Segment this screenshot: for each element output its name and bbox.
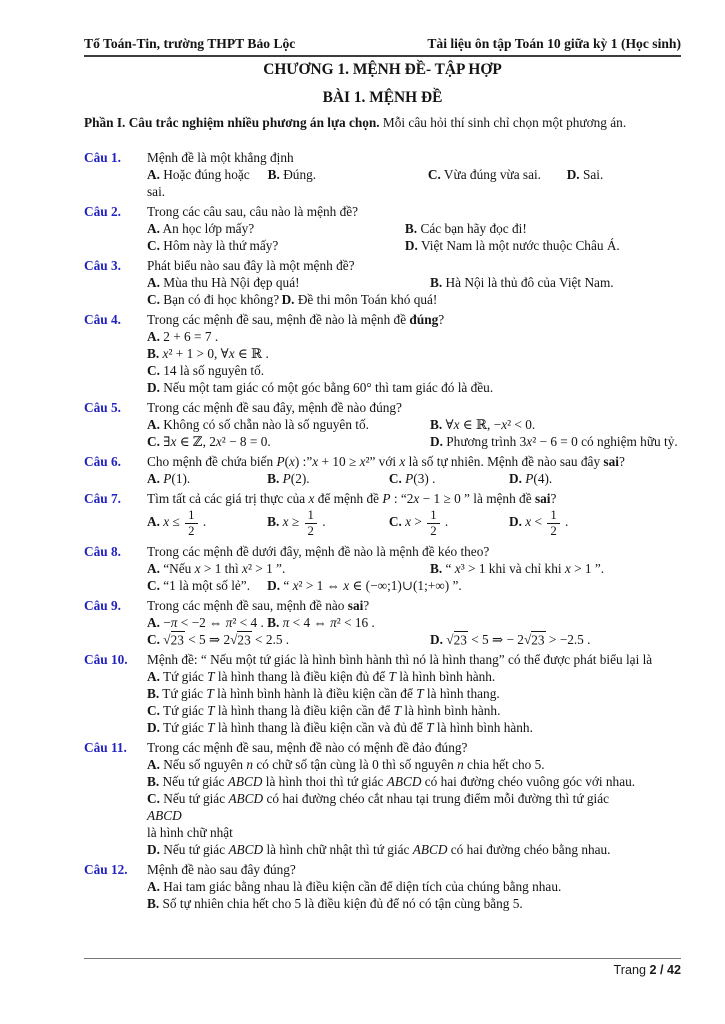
option-line — [147, 274, 681, 291]
part-text: Mỗi câu hỏi thí sinh chỉ chọn một phương án. — [379, 115, 627, 130]
question — [84, 149, 681, 200]
option-D: D. Tứ giác T là hình thang là điều kiện cần và đủ để T là hình bình hành. — [147, 720, 533, 735]
question-body — [147, 399, 681, 450]
option-label: A. — [147, 514, 160, 530]
question — [84, 257, 681, 308]
option-label: A. — [147, 879, 160, 894]
option-A: A. “Nếu x > 1 thì x² > 1 ”. — [147, 561, 286, 576]
option-label: C. — [147, 292, 160, 307]
option-A: A. Hoặc đúng hoặc sai. — [147, 167, 250, 199]
option-label: C. — [147, 434, 160, 449]
option-label: D. — [509, 471, 522, 486]
question-stem: Trong các câu sau, câu nào là mệnh đề? — [147, 204, 359, 219]
header-left-text: Tổ Toán-Tin, trường THPT Bảo Lộc — [84, 36, 296, 51]
option-D: D. Phương trình 3x² − 6 = 0 có nghiệm hữu tỷ. — [430, 434, 678, 449]
option-D: D. Đề thi môn Toán khó quá! — [281, 292, 438, 307]
question-stem: Mệnh đề: “ Nếu một tứ giác là hình bình hành thì nó là hình thang” có thể được phát biểu lại là — [147, 652, 653, 667]
question — [84, 311, 681, 396]
option-label: A. — [147, 417, 160, 432]
question — [84, 399, 681, 450]
option-label: D. — [147, 720, 160, 735]
option-B: B. ∀x ∈ ℝ, −x² < 0. — [430, 417, 536, 432]
option-line — [147, 416, 681, 433]
question-number: Câu 12. — [84, 862, 128, 877]
option-D: D. x < $\frac{1}{2}$ . — [509, 508, 569, 538]
option-label: C. — [147, 238, 160, 253]
option-line — [147, 631, 681, 648]
option-line — [147, 577, 681, 594]
option-B: B. “ x³ > 1 khi và chỉ khi x > 1 ”. — [430, 561, 605, 576]
option-label: A. — [147, 757, 160, 772]
option-line — [147, 470, 681, 487]
question-body — [147, 597, 681, 648]
option-line — [147, 773, 681, 790]
option-C: C. Hôm này là thứ mấy? — [147, 238, 279, 253]
option-A: A. Hai tam giác bằng nhau là điều kiện cần để diện tích của chúng bằng nhau. — [147, 879, 562, 894]
option-B: B. π < 4 ⇔ π² < 16 . — [267, 615, 375, 630]
question-body — [147, 490, 681, 540]
option-B: B. Tứ giác T là hình bình hành là điều kiện cần để T là hình thang. — [147, 686, 500, 701]
fraction: $\frac{1}{2}$ — [427, 509, 439, 537]
question-body — [147, 311, 681, 396]
fraction: $\frac{1}{2}$ — [547, 509, 559, 537]
question-number: Câu 5. — [84, 400, 121, 415]
part-label: Phần I. Câu trắc nghiệm nhiều phương án lựa chọn. — [84, 115, 380, 130]
footer-page-prefix: Trang — [613, 963, 650, 977]
option-A: A. P(1). — [147, 471, 191, 486]
question-list — [84, 149, 681, 912]
fraction: $\frac{1}{2}$ — [305, 509, 317, 537]
option-label: D. — [430, 632, 443, 647]
question-stem: Phát biểu nào sau đây là một mệnh đề? — [147, 258, 355, 273]
question-stem: Cho mệnh đề chứa biến P(x) :”x + 10 ≥ x²” với x là số tự nhiên. Mệnh đề nào sau đây sai? — [147, 454, 625, 469]
option-D: D. Nếu một tam giác có một góc bằng 60° thì tam giác đó là đều. — [147, 380, 494, 395]
question-body — [147, 651, 681, 736]
question-stem: Tìm tất cả các giá trị thực của x để mệnh đề P : “2x − 1 ≥ 0 ” là mệnh đề sai? — [147, 491, 557, 506]
option-label: D. — [147, 842, 160, 857]
option-label: C. — [388, 514, 402, 530]
radical: √23 — [446, 632, 467, 647]
option-line — [147, 719, 681, 736]
option-label: B. — [267, 167, 280, 182]
option-label: B. — [404, 221, 418, 236]
question-body — [147, 149, 681, 200]
option-D: D. Việt Nam là một nước thuộc Châu Á. — [404, 238, 620, 253]
question — [84, 597, 681, 648]
question-stem: Mệnh đề nào sau đây đúng? — [147, 862, 296, 877]
document-header — [84, 36, 681, 57]
option-label: A. — [147, 615, 160, 630]
radical: √23 — [163, 632, 184, 647]
option-C: C. x > $\frac{1}{2}$ . — [388, 508, 449, 538]
question-number: Câu 4. — [84, 312, 121, 327]
option-continuation: ABCD — [147, 808, 182, 823]
option-B: B. x² + 1 > 0, ∀x ∈ ℝ . — [147, 346, 269, 361]
option-continuation: là hình chữ nhật — [147, 825, 233, 840]
question — [84, 453, 681, 487]
question-body — [147, 453, 681, 487]
lesson-title: BÀI 1. MỆNH ĐỀ — [322, 89, 443, 106]
option-line — [147, 807, 681, 824]
option-line — [147, 560, 681, 577]
question — [84, 543, 681, 594]
question-number: Câu 7. — [84, 491, 121, 506]
option-label: B. — [430, 275, 443, 290]
question-stem: Mệnh đề là một khẳng định — [147, 150, 294, 165]
footer-page-number: 2 / 42 — [649, 963, 681, 977]
radical: √23 — [230, 632, 251, 647]
question-body — [147, 739, 681, 858]
question-body — [147, 203, 681, 254]
option-label: D. — [566, 167, 580, 182]
option-label: A. — [147, 561, 160, 576]
option-line — [147, 790, 681, 807]
option-A: A. x ≤ $\frac{1}{2}$ . — [147, 508, 207, 538]
option-line — [147, 841, 681, 858]
question-number: Câu 2. — [84, 204, 121, 219]
question-number: Câu 3. — [84, 258, 121, 273]
option-D: D. Nếu tứ giác ABCD là hình chữ nhật thì tứ giác ABCD có hai đường chéo bằng nhau. — [147, 842, 611, 857]
question-number: Câu 11. — [84, 740, 127, 755]
option-A: A. An học lớp mấy? — [147, 221, 255, 236]
question-stem: Trong các mệnh đề sau đây, mệnh đề nào đúng? — [147, 400, 402, 415]
option-line — [147, 895, 681, 912]
option-A: A. Mùa thu Hà Nội đẹp quá! — [147, 275, 300, 290]
option-C: C. √23 < 5 ⇒ 2√23 < 2.5 . — [147, 632, 290, 647]
option-label: A. — [147, 471, 160, 486]
option-line — [147, 220, 681, 237]
option-D: D. “ x² > 1 ⇔ x ∈ (−∞;1)∪(1;+∞) ”. — [267, 578, 462, 593]
option-C: C. Bạn có đi học không? — [147, 292, 280, 307]
question-stem: Trong các mệnh đề sau, mệnh đề nào là mệnh đề đúng? — [147, 312, 445, 327]
question-number: Câu 1. — [84, 150, 121, 165]
question-body — [147, 543, 681, 594]
option-label: A. — [147, 221, 160, 236]
option-C: C. 14 là số nguyên tố. — [147, 363, 265, 378]
option-line — [147, 345, 681, 362]
question — [84, 739, 681, 858]
option-A: A. 2 + 6 = 7 . — [147, 329, 219, 344]
option-label: C. — [388, 471, 402, 486]
option-line — [147, 668, 681, 685]
option-label: B. — [267, 615, 280, 630]
option-label: B. — [147, 774, 160, 789]
option-label: D. — [267, 578, 281, 593]
option-label: C. — [147, 632, 160, 647]
option-label: B. — [430, 417, 443, 432]
option-label: C. — [147, 578, 160, 593]
option-B: B. Đúng. — [267, 167, 317, 182]
chapter-title: CHƯƠNG 1. MỆNH ĐỀ- TẬP HỢP — [263, 61, 502, 78]
option-line — [147, 614, 681, 631]
question-number: Câu 8. — [84, 544, 121, 559]
option-label: A. — [147, 329, 160, 344]
option-B: B. x ≥ $\frac{1}{2}$ . — [267, 508, 326, 538]
option-line — [147, 362, 681, 379]
option-C: C. Vừa đúng vừa sai. — [427, 167, 542, 182]
question-stem: Trong các mệnh đề dưới đây, mệnh đề nào là mệnh đề kéo theo? — [147, 544, 490, 559]
fraction: $\frac{1}{2}$ — [185, 509, 197, 537]
option-B: B. Số tự nhiên chia hết cho 5 là điều kiện đủ để nó có tận cùng bằng 5. — [147, 896, 523, 911]
option-B: B. Nếu tứ giác ABCD là hình thoi thì tứ giác ABCD có hai đường chéo vuông góc với nhau. — [147, 774, 636, 789]
option-label: B. — [147, 346, 160, 361]
option-line — [147, 433, 681, 450]
question-body — [147, 861, 681, 912]
option-A: A. Nếu số nguyên n có chữ số tận cùng là 0 thì số nguyên n chia hết cho 5. — [147, 757, 545, 772]
option-B: B. P(2). — [267, 471, 310, 486]
option-label: D. — [404, 238, 418, 253]
radical: √23 — [523, 632, 545, 647]
option-label: D. — [147, 380, 160, 395]
question — [84, 861, 681, 912]
option-line — [147, 685, 681, 702]
option-line — [147, 756, 681, 773]
question-number: Câu 6. — [84, 454, 121, 469]
option-line — [147, 507, 681, 540]
option-label: B. — [147, 686, 160, 701]
question-stem: Trong các mệnh đề sau, mệnh đề nào có mệnh đề đảo đúng? — [147, 740, 468, 755]
option-B: B. Hà Nội là thủ đô của Việt Nam. — [430, 275, 614, 290]
option-line — [147, 824, 681, 841]
option-D: D. P(4). — [509, 471, 553, 486]
question — [84, 490, 681, 540]
option-label: A. — [147, 669, 160, 684]
option-C: C. Tứ giác T là hình thang là điều kiện cần để T là hình bình hành. — [147, 703, 501, 718]
option-label: D. — [430, 434, 443, 449]
page-footer — [84, 958, 681, 977]
option-line — [147, 291, 681, 308]
option-label: C. — [427, 167, 441, 182]
option-C: C. Nếu tứ giác ABCD có hai đường chéo cắt nhau tại trung điểm mỗi đường thì tứ giác — [147, 791, 610, 806]
question — [84, 203, 681, 254]
option-C: C. “1 là một số lẻ”. — [147, 578, 251, 593]
option-label: C. — [147, 791, 160, 806]
option-line — [147, 379, 681, 396]
option-D: D. Sai. — [566, 167, 604, 182]
question-stem: Trong các mệnh đề sau, mệnh đề nào sai? — [147, 598, 370, 613]
header-right-text: Tài liệu ôn tập Toán 10 giữa kỳ 1 (Học sinh) — [427, 36, 681, 51]
option-line — [147, 237, 681, 254]
option-C: C. ∃x ∈ ℤ, 2x² − 8 = 0. — [147, 434, 271, 449]
option-line — [147, 878, 681, 895]
question — [84, 651, 681, 736]
option-label: D. — [509, 514, 522, 530]
option-label: A. — [147, 275, 160, 290]
option-label: D. — [281, 292, 295, 307]
option-line — [147, 328, 681, 345]
question-number: Câu 9. — [84, 598, 121, 613]
option-label: C. — [147, 363, 160, 378]
option-label: B. — [147, 896, 160, 911]
option-A: A. Không có số chẵn nào là số nguyên tố. — [147, 417, 369, 432]
option-line — [147, 702, 681, 719]
option-label: B. — [430, 561, 443, 576]
question-number: Câu 10. — [84, 652, 128, 667]
option-label: C. — [147, 703, 160, 718]
question-body — [147, 257, 681, 308]
option-C: C. P(3) . — [388, 471, 436, 486]
option-A: A. −π < −2 ⇔ π² < 4 . — [147, 615, 264, 630]
option-B: B. Các bạn hãy đọc đi! — [404, 221, 527, 236]
part-instruction — [84, 115, 681, 131]
option-label: A. — [147, 167, 160, 182]
option-label: B. — [267, 471, 280, 486]
option-line — [147, 166, 681, 200]
option-label: B. — [267, 514, 280, 530]
option-D: D. √23 < 5 ⇒ − 2√23 > −2.5 . — [430, 632, 591, 647]
option-A: A. Tứ giác T là hình thang là điều kiện đủ để T là hình bình hành. — [147, 669, 496, 684]
